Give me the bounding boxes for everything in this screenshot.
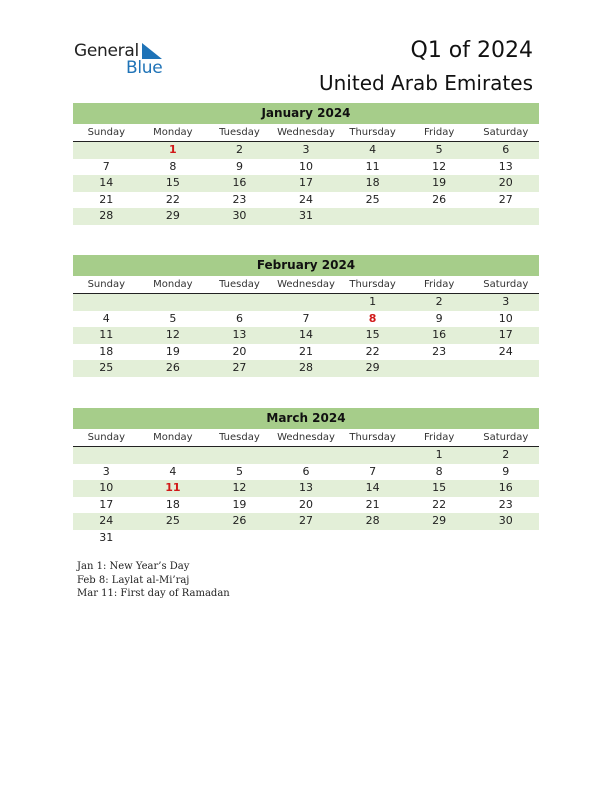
day-cell: 21: [365, 497, 380, 511]
month-header: March 2024: [73, 408, 539, 429]
weekday-label: Saturday: [483, 432, 529, 443]
holiday-note: Feb 8: Laylat al-Mi’raj: [77, 574, 190, 586]
day-cell: 24: [299, 192, 314, 206]
day-cell: 25: [99, 361, 114, 374]
weekday-label: Thursday: [349, 432, 396, 443]
holiday-notes: [77, 560, 230, 601]
day-cell: 5: [235, 464, 243, 478]
empty-cell: [140, 530, 207, 547]
day-cell: 15: [432, 481, 447, 494]
weekday-label: Thursday: [349, 127, 396, 138]
weekday-label: Sunday: [87, 279, 125, 290]
day-cell: 27: [299, 514, 314, 527]
week-row: [73, 159, 539, 176]
logo-flag-icon: [142, 43, 162, 59]
weekday-header: [73, 276, 539, 294]
week-row: [73, 447, 539, 464]
empty-cell: [73, 142, 140, 159]
day-cell: 14: [99, 176, 114, 189]
day-cell: 11: [365, 159, 380, 173]
day-cell: 2: [235, 143, 243, 156]
logo-text-general: General: [74, 41, 139, 61]
day-cell: 11: [165, 481, 181, 494]
day-cell: 23: [498, 497, 513, 511]
week-row: [73, 513, 539, 530]
day-cell: 31: [299, 209, 314, 222]
day-cell: 10: [99, 481, 114, 494]
day-cell: 1: [169, 143, 177, 156]
day-cell: 14: [365, 481, 380, 494]
empty-cell: [339, 208, 406, 225]
week-row: [73, 344, 539, 361]
weekday-label: Tuesday: [219, 279, 260, 290]
day-cell: 18: [365, 176, 380, 189]
weekday-label: Friday: [424, 432, 455, 443]
day-cell: 23: [232, 192, 247, 206]
day-cell: 26: [165, 361, 180, 374]
weekday-label: Saturday: [483, 279, 529, 290]
day-cell: 6: [502, 143, 510, 156]
day-cell: 18: [99, 344, 114, 358]
day-cell: 25: [165, 514, 180, 527]
empty-cell: [73, 294, 140, 311]
day-cell: 10: [299, 159, 314, 173]
week-row: [73, 192, 539, 209]
day-cell: 9: [235, 159, 243, 173]
month-grid: [73, 294, 539, 377]
holiday-note: Mar 11: First day of Ramadan: [77, 588, 230, 599]
day-cell: 1: [435, 448, 443, 461]
month-grid: [73, 142, 539, 225]
month-february: [73, 255, 539, 377]
day-cell: 19: [232, 497, 247, 511]
weekday-label: Tuesday: [219, 432, 260, 443]
day-cell: 24: [99, 514, 114, 527]
day-cell: 8: [368, 311, 377, 325]
empty-cell: [472, 530, 539, 547]
logo: [74, 40, 174, 80]
day-cell: 6: [235, 311, 243, 325]
empty-cell: [206, 447, 273, 464]
day-cell: 4: [369, 143, 377, 156]
day-cell: 25: [365, 192, 380, 206]
empty-cell: [339, 447, 406, 464]
day-cell: 4: [102, 311, 110, 325]
empty-cell: [273, 530, 340, 547]
empty-cell: [339, 530, 406, 547]
month-header: January 2024: [73, 103, 539, 124]
weekday-label: Wednesday: [277, 127, 335, 138]
month-header: February 2024: [73, 255, 539, 276]
day-cell: 30: [232, 209, 247, 222]
weekday-label: Wednesday: [277, 279, 335, 290]
day-cell: 12: [165, 328, 180, 341]
weekday-label: Monday: [153, 127, 193, 138]
day-cell: 27: [498, 192, 513, 206]
day-cell: 26: [232, 514, 247, 527]
month-january: [73, 103, 539, 225]
week-row: [73, 208, 539, 225]
day-cell: 29: [432, 514, 447, 527]
day-cell: 7: [302, 311, 310, 325]
week-row: [73, 480, 539, 497]
day-cell: 4: [169, 464, 177, 478]
day-cell: 29: [165, 209, 180, 222]
day-cell: 10: [498, 311, 513, 325]
day-cell: 19: [432, 176, 447, 189]
weekday-label: Wednesday: [277, 432, 335, 443]
day-cell: 9: [435, 311, 443, 325]
week-row: [73, 311, 539, 328]
day-cell: 16: [432, 328, 447, 341]
weekday-header: [73, 429, 539, 447]
empty-cell: [206, 530, 273, 547]
week-row: [73, 530, 539, 547]
day-cell: 6: [302, 464, 310, 478]
day-cell: 20: [232, 344, 247, 358]
weekday-label: Friday: [424, 279, 455, 290]
empty-cell: [140, 294, 207, 311]
page-subtitle: United Arab Emirates: [318, 71, 533, 95]
day-cell: 15: [165, 176, 180, 189]
week-row: [73, 142, 539, 159]
week-row: [73, 327, 539, 344]
day-cell: 21: [299, 344, 314, 358]
day-cell: 22: [165, 192, 180, 206]
day-cell: 18: [165, 497, 180, 511]
day-cell: 14: [299, 328, 314, 341]
day-cell: 2: [502, 448, 510, 461]
day-cell: 27: [232, 361, 247, 374]
weekday-label: Thursday: [349, 279, 396, 290]
month-march: [73, 408, 539, 546]
day-cell: 5: [169, 311, 177, 325]
empty-cell: [472, 360, 539, 377]
empty-cell: [406, 530, 473, 547]
day-cell: 12: [232, 481, 247, 494]
day-cell: 13: [232, 328, 247, 341]
week-row: [73, 497, 539, 514]
day-cell: 21: [99, 192, 114, 206]
day-cell: 5: [435, 143, 443, 156]
day-cell: 3: [102, 464, 110, 478]
day-cell: 22: [432, 497, 447, 511]
weekday-label: Sunday: [87, 127, 125, 138]
empty-cell: [406, 360, 473, 377]
week-row: [73, 360, 539, 377]
day-cell: 15: [365, 328, 380, 341]
day-cell: 2: [435, 295, 443, 308]
day-cell: 28: [299, 361, 314, 374]
day-cell: 8: [435, 464, 443, 478]
day-cell: 22: [365, 344, 380, 358]
empty-cell: [140, 447, 207, 464]
holiday-note: Jan 1: New Year’s Day: [77, 561, 190, 572]
weekday-label: Monday: [153, 432, 193, 443]
empty-cell: [472, 208, 539, 225]
day-cell: 19: [165, 344, 180, 358]
day-cell: 16: [498, 481, 513, 494]
empty-cell: [406, 208, 473, 225]
weekday-header: [73, 124, 539, 142]
day-cell: 11: [99, 328, 114, 341]
week-row: [73, 294, 539, 311]
day-cell: 16: [232, 176, 247, 189]
weekday-label: Tuesday: [219, 127, 260, 138]
day-cell: 20: [299, 497, 314, 511]
empty-cell: [273, 447, 340, 464]
day-cell: 28: [99, 209, 114, 222]
day-cell: 17: [99, 497, 114, 511]
day-cell: 7: [102, 159, 110, 173]
empty-cell: [273, 294, 340, 311]
day-cell: 31: [99, 530, 114, 544]
day-cell: 7: [369, 464, 377, 478]
day-cell: 26: [432, 192, 447, 206]
day-cell: 8: [169, 159, 177, 173]
week-row: [73, 175, 539, 192]
day-cell: 17: [498, 328, 513, 341]
day-cell: 20: [498, 176, 513, 189]
day-cell: 13: [299, 481, 314, 494]
weekday-label: Monday: [153, 279, 193, 290]
weekday-label: Saturday: [483, 127, 529, 138]
weekday-label: Sunday: [87, 432, 125, 443]
day-cell: 30: [498, 514, 513, 527]
month-grid: [73, 447, 539, 546]
day-cell: 28: [365, 514, 380, 527]
day-cell: 1: [369, 295, 377, 308]
empty-cell: [73, 447, 140, 464]
day-cell: 3: [502, 295, 510, 308]
day-cell: 24: [498, 344, 513, 358]
logo-text-blue: Blue: [126, 58, 163, 78]
day-cell: 12: [432, 159, 447, 173]
weekday-label: Friday: [424, 127, 455, 138]
day-cell: 3: [302, 143, 310, 156]
day-cell: 17: [299, 176, 314, 189]
page-title: Q1 of 2024: [410, 38, 533, 63]
day-cell: 29: [365, 361, 380, 374]
day-cell: 23: [432, 344, 447, 358]
empty-cell: [206, 294, 273, 311]
week-row: [73, 464, 539, 481]
day-cell: 13: [498, 159, 513, 173]
day-cell: 9: [502, 464, 510, 478]
